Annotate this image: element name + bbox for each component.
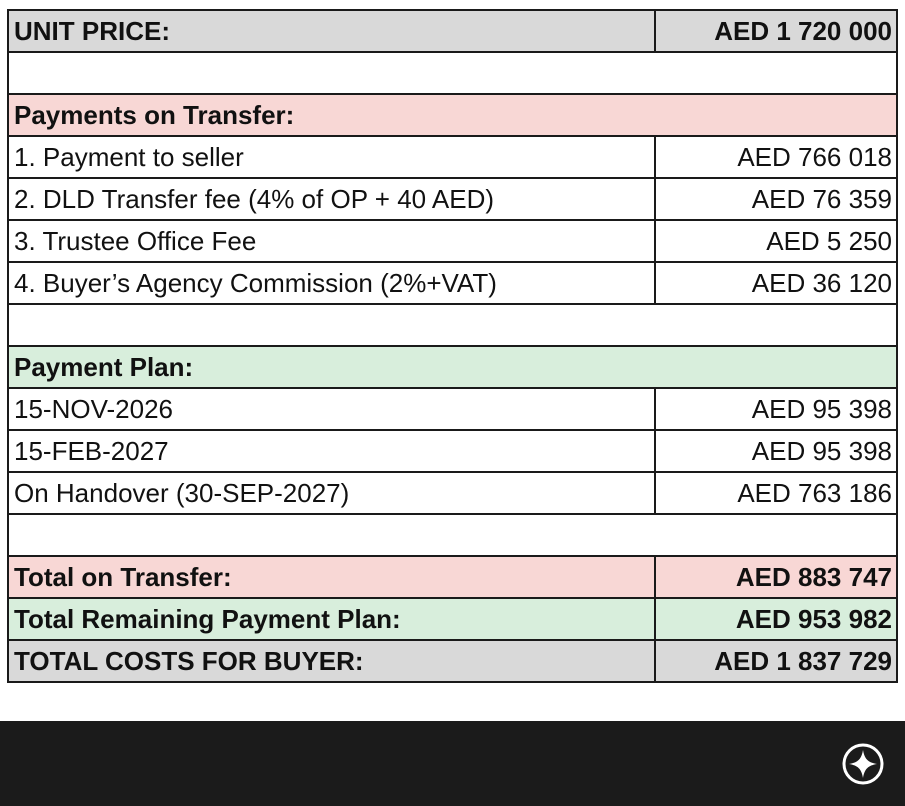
total-transfer-label: Total on Transfer: [8,556,655,598]
total-buyer-value: AED 1 837 729 [655,640,897,682]
table-row [8,220,897,262]
table-row [8,472,897,514]
row-label: 2. DLD Transfer fee (4% of OP + 40 AED) [8,178,655,220]
row-value: AED 36 120 [655,262,897,304]
total-buyer-label: TOTAL COSTS FOR BUYER: [8,640,655,682]
row-label: 3. Trustee Office Fee [8,220,655,262]
spacer-row [8,52,897,94]
row-value: AED 95 398 [655,388,897,430]
unit-price-value: AED 1 720 000 [655,10,897,52]
table-row [8,430,897,472]
total-transfer-row [8,556,897,598]
unit-price-label: UNIT PRICE: [8,10,655,52]
plan-heading-row [8,346,897,388]
row-label: On Handover (30-SEP-2027) [8,472,655,514]
row-value: AED 766 018 [655,136,897,178]
total-remaining-row [8,598,897,640]
row-label: 1. Payment to seller [8,136,655,178]
sparkle-star-icon[interactable] [841,742,885,786]
total-remaining-label: Total Remaining Payment Plan: [8,598,655,640]
transfer-heading-row [8,94,897,136]
row-value: AED 763 186 [655,472,897,514]
row-value: AED 95 398 [655,430,897,472]
table-row [8,178,897,220]
table-row [8,136,897,178]
bottom-bar [0,721,905,806]
total-transfer-value: AED 883 747 [655,556,897,598]
plan-heading: Payment Plan: [8,346,897,388]
spacer-row [8,304,897,346]
row-value: AED 76 359 [655,178,897,220]
table-row [8,388,897,430]
table-row [8,262,897,304]
row-label: 4. Buyer’s Agency Commission (2%+VAT) [8,262,655,304]
unit-price-row [8,10,897,52]
total-remaining-value: AED 953 982 [655,598,897,640]
spacer-row [8,514,897,556]
cost-breakdown-table [7,9,898,683]
row-value: AED 5 250 [655,220,897,262]
total-buyer-row [8,640,897,682]
row-label: 15-FEB-2027 [8,430,655,472]
row-label: 15-NOV-2026 [8,388,655,430]
transfer-heading: Payments on Transfer: [8,94,897,136]
